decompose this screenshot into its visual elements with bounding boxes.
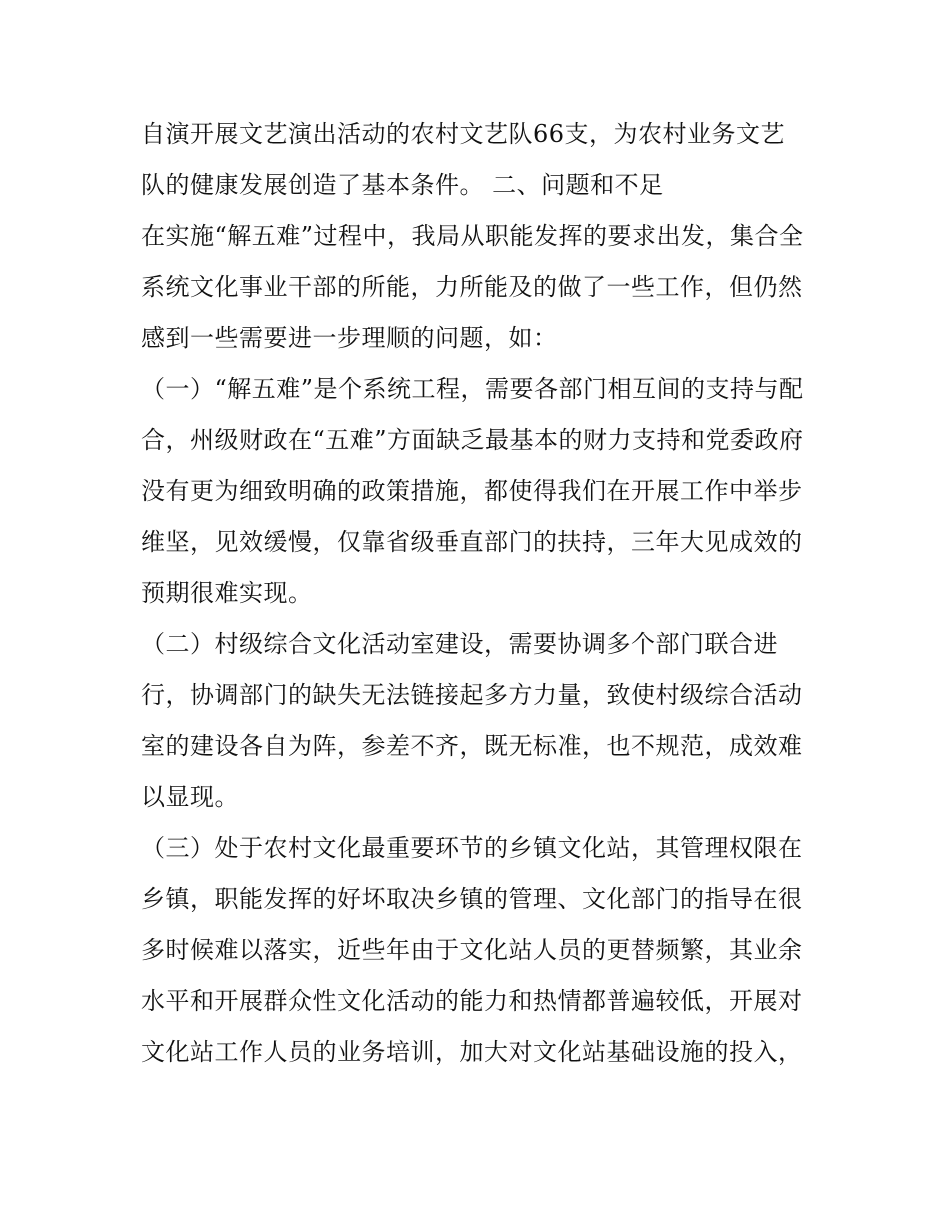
text-line: 乡镇，职能发挥的好坏取决乡镇的管理、文化部门的指导在很 (141, 885, 803, 913)
text-line: 维坚，见效缓慢，仅靠省级垂直部门的扶持，三年大见成效的 (141, 528, 803, 556)
text-line: 合，州级财政在“五难”方面缺乏最基本的财力支持和党委政府 (141, 426, 804, 454)
text-line: 感到一些需要进一步理顺的问题，如： (141, 324, 558, 352)
text-line: 预期很难实现。 (141, 579, 313, 607)
text-line: 行，协调部门的缺失无法链接起多方力量，致使村级综合活动 (141, 681, 803, 709)
body-text (141, 109, 821, 1078)
text-line: 文化站工作人员的业务培训，加大对文化站基础设施的投入， (141, 1038, 803, 1066)
text-line: 系统文化事业干部的所能，力所能及的做了一些工作，但仍然 (141, 273, 803, 301)
text-line: （三）处于农村文化最重要环节的乡镇文化站，其管理权限在 (141, 834, 803, 862)
text-line: 以显现。 (141, 783, 239, 811)
text-line: 队的健康发展创造了基本条件。 二、问题和不足 (141, 171, 664, 199)
text-line: （二）村级综合文化活动室建设，需要协调多个部门联合进 (141, 630, 778, 658)
text-line: （一）“解五难”是个系统工程，需要各部门相互间的支持与配 (141, 375, 804, 403)
text-line: 自演开展文艺演出活动的农村文艺队66支，为农村业务文艺 (141, 120, 786, 148)
text-line: 室的建设各自为阵，参差不齐，既无标准，也不规范，成效难 (141, 732, 803, 760)
text-line: 水平和开展群众性文化活动的能力和热情都普遍较低，开展对 (141, 987, 803, 1015)
text-line: 在实施“解五难”过程中，我局从职能发挥的要求出发，集合全 (141, 222, 804, 250)
text-line: 多时候难以落实，近些年由于文化站人员的更替频繁，其业余 (141, 936, 803, 964)
text-line: 没有更为细致明确的政策措施，都使得我们在开展工作中举步 (141, 477, 803, 505)
